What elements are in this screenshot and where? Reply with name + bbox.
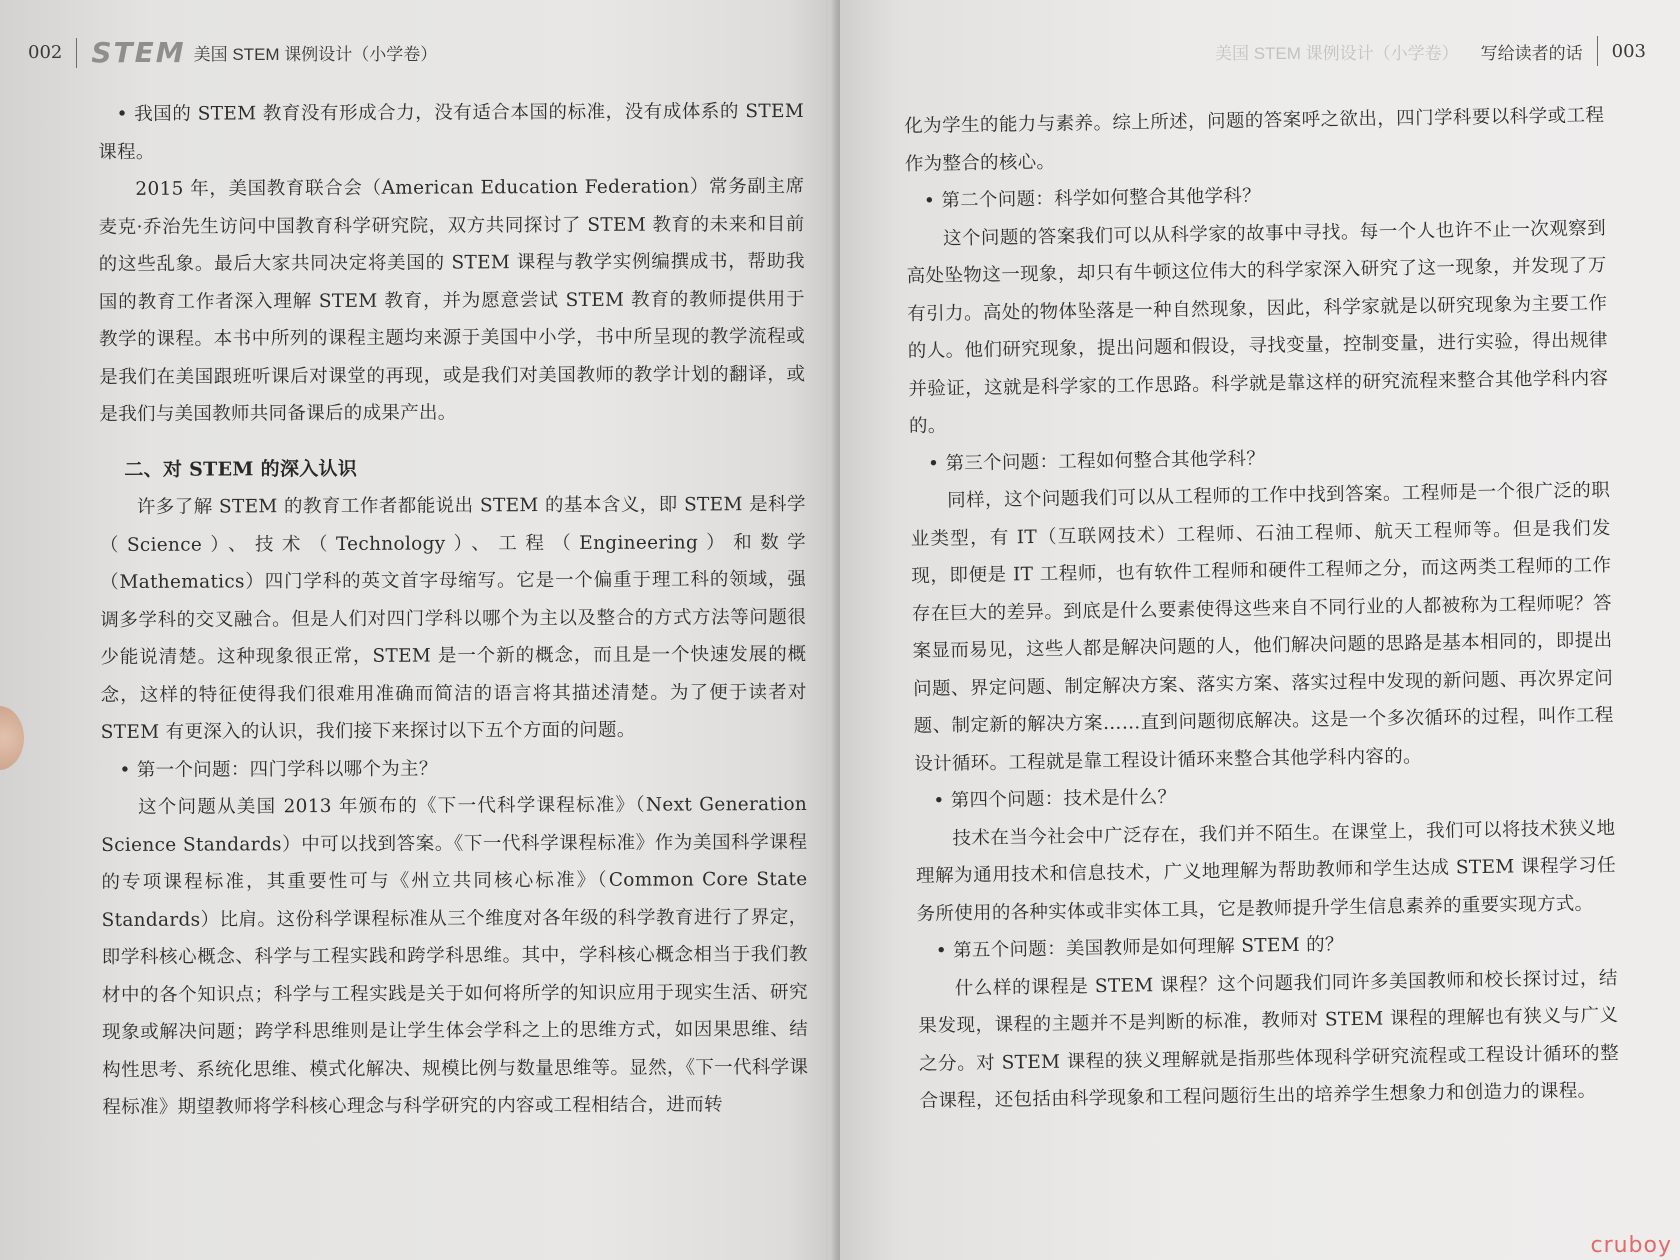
right-page-header bbox=[1215, 36, 1646, 66]
paragraph: 这个问题的答案我们可以从科学家的故事中寻找。每一个人也许不止一次观察到高处坠物这一现象，却只有牛顿这位伟大的科学家深入研究了这一现象，并发现了万有引力。高处的物体坠落是一种自然现象，因此，科学家就是以研究现象为主要工作的人。他们研究现象，提出问题和假设，寻找变量，控制变量，进行实验，得出规律并验证，这就是科学家的工作思路。科学就是靠这样的研究流程来整合其他学科内容的。 bbox=[906, 217, 1609, 437]
question-heading: • 第五个问题：美国教师是如何理解 STEM 的？ bbox=[935, 934, 1344, 962]
running-title: 写给读者的话 bbox=[1480, 43, 1583, 63]
book-title: 美国 STEM 课例设计（小学卷） bbox=[193, 45, 438, 64]
left-page-body bbox=[98, 93, 808, 1127]
paragraph: 什么样的课程是 STEM 课程？这个问题我们同许多美国教师和校长探讨过，结果发现，课程的主题并不是判断的标准，教师对 STEM 课程的理解也有狭义与广义之分。对 STEM 课程的狭义理解就是指那些体现科学研究流程或工程设计循环的整合课程，还包括由科学现象和工程问题衍生出的培养学生想象力和创造力的课程。 bbox=[918, 967, 1620, 1112]
question-heading: • 第四个问题：技术是什么？ bbox=[933, 786, 1177, 812]
left-page bbox=[0, 0, 838, 1260]
header-divider bbox=[76, 38, 77, 68]
faded-book-title: 美国 STEM 课例设计（小学卷） bbox=[1214, 43, 1459, 63]
header-divider bbox=[1597, 36, 1598, 66]
paragraph: 2015 年，美国教育联合会（American Education Federation）常务副主席麦克·乔治先生访问中国教育科学研究院，双方共同探讨了 STEM 教育的未来和目前的这些乱象。最后大家共同决定将美国的 STEM 课程与教学实例编撰成书，帮助我国的教育工作者深入理解 STEM 教育，并为愿意尝试 STEM 教育的教师提供用于教学的课程。本书中所列的课程主题均来源于美国中小学，书中所呈现的教学流程或是我们在美国跟班听课后对课堂的再现，或是我们对美国教师的教学计划的翻译，或是我们与美国教师共同备课后的成果产出。 bbox=[98, 175, 806, 425]
paragraph: 同样，这个问题我们可以从工程师的工作中找到答案。工程师是一个很广泛的职业类型，有 IT（互联网技术）工程师、石油工程师、航天工程师等。但是我们发现，即便是 IT 工程师，也有软件工程师和硬件工程师之分，而这两类工程师的工作存在巨大的差异。到底是什么要素使得这些来自不同行业的人都被称为工程师呢？答案显而易见，这些人都是解决问题的人，他们解决问题的思路是基本相同的，即提出问题、界定问题、制定解决方案、落实方案、落实过程中发现的新问题、再次界定问题、制定新的解决方案……直到问题彻底解决。这是一个多次循环的过程，叫作工程设计循环。工程就是靠工程设计循环来整合其他学科内容的。 bbox=[910, 479, 1614, 775]
paragraph: • 我国的 STEM 教育没有形成合力，没有适合本国的标准，没有成体系的 STEM 课程。 bbox=[98, 100, 805, 163]
question-heading: • 第一个问题：四门学科以哪个为主？ bbox=[119, 758, 438, 781]
thumb bbox=[0, 706, 24, 770]
paragraph: 这个问题从美国 2013 年颁布的《下一代科学课程标准》（Next Generation Science Standards）中可以找到答案。《下一代科学课程标准》作为美国科学课程的专项课程标准，其重要性可与《州立共同核心标准》（Common Core State Standards）比肩。这份科学课程标准从三个维度对各年级的科学教育进行了界定，即学科核心概念、科学与工程实践和跨学科思维。其中，学科核心概念相当于我们教材中的各个知识点；科学与工程实践是关于如何将所学的知识应用于现实生活、研究现象或解决问题；跨学科思维则是让学生体会学科之上的思维方式，如因果思维、结构性思考、系统化思维、模式化解决、规模比例与数量思维等。显然，《下一代科学课程标准》期望教师将学科核心理念与科学研究的内容或工程相结合，进而转 bbox=[101, 793, 809, 1118]
paragraph: 技术在当今社会中广泛存在，我们并不陌生。在课堂上，我们可以将技术狭义地理解为通用技术和信息技术，广义地理解为帮助教师和学生达成 STEM 课程学习任务所使用的各种实体或非实体工具，它是教师提升学生信息素养的重要实现方式。 bbox=[915, 817, 1617, 925]
stem-logo: STEM bbox=[91, 36, 186, 69]
left-page-header bbox=[28, 36, 437, 69]
watermark: cruboy bbox=[1590, 1233, 1672, 1258]
paragraph: 许多了解 STEM 的教育工作者都能说出 STEM 的基本含义，即 STEM 是科学（Science）、技术（Technology）、工程（Engineering）和数学（Mathematics）四门学科的英文首字母缩写。它是一个偏重于理工科的领域，强调多学科的交叉融合。但是人们对四门学科以哪个为主以及整合的方式方法等问题很少能说清楚。这种现象很正常，STEM 是一个新的概念，而且是一个快速发展的概念，这样的特征使得我们很难用准确而简洁的语言将其描述清楚。为了便于读者对 STEM 有更深入的认识，我们接下来探讨以下五个方面的问题。 bbox=[99, 493, 807, 743]
right-page-body bbox=[904, 97, 1620, 1120]
question-heading: • 第三个问题：工程如何整合其他学科？ bbox=[927, 447, 1266, 475]
left-page-number: 002 bbox=[28, 42, 63, 63]
paragraph: 化为学生的能力与素养。综上所述，问题的答案呼之欲出，四门学科要以科学或工程作为整合的核心。 bbox=[904, 105, 1605, 175]
section-heading: 二、对 STEM 的深入认识 bbox=[124, 457, 358, 481]
right-page-number: 003 bbox=[1611, 40, 1646, 62]
right-page bbox=[840, 0, 1680, 1260]
question-heading: • 第二个问题：科学如何整合其他学科？ bbox=[923, 185, 1262, 212]
